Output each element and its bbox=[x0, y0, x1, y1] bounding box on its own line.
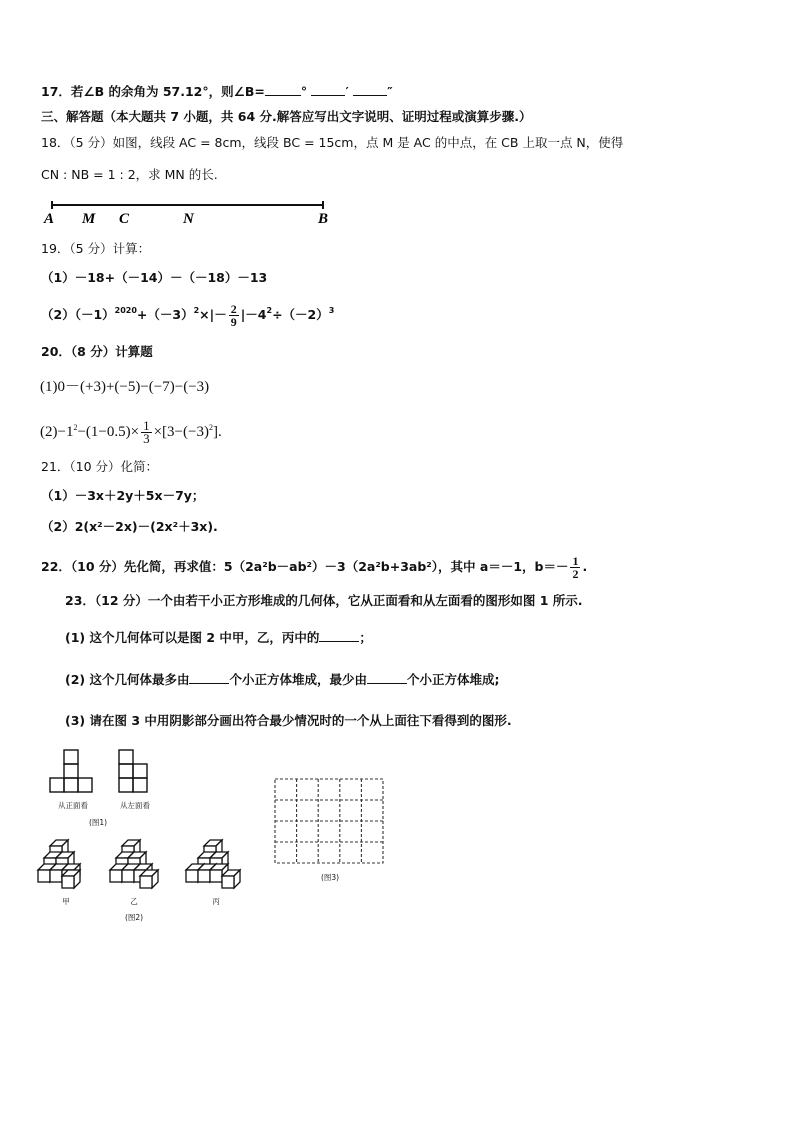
q19-head: 19．（5 分）计算： bbox=[41, 241, 151, 256]
q23-head: 23．（12 分）一个由若干小正方形堆成的几何体，它从正面看和从左面看的图形如图 1 所示. bbox=[65, 593, 583, 608]
fraction-2-9: $\frac{2}{9}$ bbox=[230, 302, 237, 329]
point-M: M bbox=[82, 211, 96, 226]
label-jia: 甲 bbox=[62, 897, 70, 906]
q21-part1: （1）－3x＋2y＋5x－7y； bbox=[41, 488, 205, 503]
q20-head: 20．（8 分）计算题 bbox=[41, 344, 153, 359]
deg-mark: ° bbox=[300, 84, 308, 99]
q19-part1: （1）－18+（－14）－（－18）－13 bbox=[41, 270, 268, 285]
solid-jia bbox=[38, 840, 80, 888]
q23-part1: (1) 这个几何体可以是图 2 中甲，乙，丙中的 ； bbox=[65, 630, 372, 645]
q21-part2: （2）2(x²－2x)－(2x²＋3x). bbox=[41, 519, 218, 534]
question-17 bbox=[41, 82, 393, 101]
front-view-label: 从正面看 bbox=[58, 801, 88, 810]
point-A: A bbox=[44, 211, 55, 226]
q17-text: 17．若∠B 的余角为 57.12°，则∠B= bbox=[41, 84, 265, 99]
q22: 22．（10 分）先化简，再求值：5（2a²b－ab²）－3（2a²b+3ab²），其中 a＝－1，b＝－ $\frac{1}{2}$ . bbox=[41, 554, 588, 581]
left-view-label: 从左面看 bbox=[120, 801, 150, 810]
point-B: B bbox=[318, 211, 329, 226]
fig2-caption: (图2) bbox=[124, 913, 144, 922]
q23-blank-1[interactable] bbox=[319, 628, 359, 642]
q19-part2: $(2)(-1)^{2020}+(-3)^2\times|-$ $\frac{2}{9}$ $|-4^2\div(-2)^3$ bbox=[41, 302, 335, 329]
q23-blank-max[interactable] bbox=[189, 670, 229, 684]
q23-part3: (3) 请在图 3 中用阴影部分画出符合最少情况时的一个从上面往下看得到的图形. bbox=[65, 713, 512, 728]
point-C: C bbox=[119, 211, 130, 226]
fig3-caption: (图3) bbox=[320, 873, 340, 882]
q21-head: 21．（10 分）化简： bbox=[41, 459, 159, 474]
q18-line1: 18．（5 分）如图，线段 AC = 8cm，线段 BC = 15cm，点 M 是 AC 的中点，在 CB 上取一点 N，使得 bbox=[41, 135, 624, 150]
q23-part2: (2) 这个几何体最多由 个小正方体堆成，最少由 个小正方体堆成; bbox=[65, 672, 500, 687]
point-N: N bbox=[183, 211, 194, 226]
section-heading: 三、解答题（本大题共 7 小题，共 64 分.解答应写出文字说明、证明过程或演算步骤.） bbox=[41, 109, 532, 124]
solid-bing bbox=[186, 840, 240, 888]
q17-blank-min[interactable] bbox=[311, 82, 345, 96]
fraction-1-3: $\frac{1}{3}$ bbox=[143, 418, 150, 446]
fig2-solids bbox=[36, 838, 246, 892]
sec-mark: ″ bbox=[387, 84, 393, 99]
q17-blank-deg[interactable] bbox=[265, 82, 301, 96]
min-mark: ′ bbox=[345, 84, 349, 99]
label-bing: 丙 bbox=[212, 897, 220, 906]
solid-yi bbox=[110, 840, 158, 888]
q20-part1: (1)0－(+3)+(−5)−(−7)−(−3) bbox=[40, 379, 210, 395]
fig1-caption: (图1) bbox=[88, 818, 108, 827]
q17-blank-sec[interactable] bbox=[353, 82, 387, 96]
label-yi: 乙 bbox=[130, 897, 138, 906]
front-view-figure bbox=[48, 748, 100, 794]
fraction-1-2: $\frac{1}{2}$ bbox=[572, 554, 579, 581]
q20-part2: $(2)-1^2-(1-0.5)\times$ $\frac{1}{3}$ $\times[3-(-3)^2]$. bbox=[40, 418, 222, 446]
fig3-grid[interactable] bbox=[274, 778, 386, 866]
q18-line2: CN : NB = 1 : 2，求 MN 的长. bbox=[41, 167, 218, 182]
segment-diagram bbox=[40, 196, 340, 226]
q23-blank-min[interactable] bbox=[367, 670, 407, 684]
left-view-figure bbox=[115, 748, 155, 794]
